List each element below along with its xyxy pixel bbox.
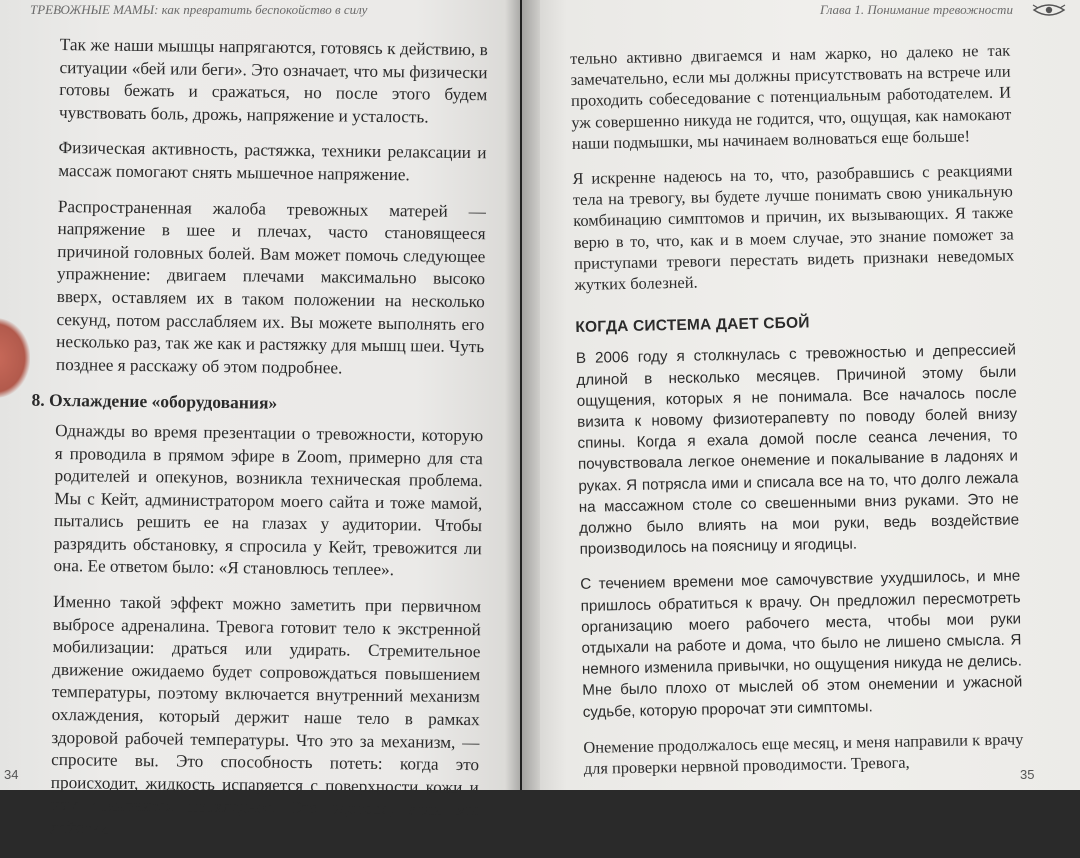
right-paragraph-3: В 2006 году я столкнулась с тревожностью и депрессией длиной в несколько месяцев. Причиной этому были ощущения, которых я не понимала. Все началось после визита к новому физиотерапевту по поводу болей внизу спины. Когда я ехала домой после сеанса лечения, то почувствовала легкое онемение и покалывание в ладонях и руках. Я потрясла ими и списала все на то, что долго лежала на массажном столе со свешенными вниз руками. Это не должно было влиять на мои руки, ведь воздействие производилось на поясницу и ягодицы. (575, 341, 1020, 559)
left-paragraph-5: Именно такой эффект можно заметить при первичном выбросе адреналина. Тревога готовит тело к экстренной мобилизации: драться или удирать. Стремительное движение ожидаемо будет сопровождаться повышением температуры, поэтому включается внутренний механизм охлаждения, который держит наше тело в рамках здоровой рабочей температуры. Что это за механизм, — спросите вы. Это способность потеть: когда это происходит, жидкость испаряется с поверхности кожи и нам становится прохладнее. Это здорово, если мы действи- (50, 592, 482, 838)
left-page-number: 34 (4, 767, 19, 782)
right-paragraph-4: С течением времени мое самочувствие ухудшилось, и мне пришлось обратиться к врачу. Он предложил пересмотреть организацию моего рабочего места, чтобы мои руки отдыхали на работе и дома, что было не лишено смысла. Я немного изменила привычки, но ощущения никуда не делись. Мне было плохо от мыслей об этом онемении и ужасной судьбе, которую пророчат эти симптомы. (580, 567, 1023, 721)
right-paragraph-2: Я искренне надеюсь на то, что, разобравшись с реакциями тела на тревогу, вы будете лучше понимать свою уникальную комбинацию симптомов и причин, их вызывающих. Я также верю в то, что, как и в моем случае, это знание поможет за приступами тревоги перестать видеть признаки неведомых жутких болезней. (572, 160, 1015, 294)
left-paragraph-2: Физическая активность, растяжка, техники релаксации и массаж помогают снять мышечное напряжение. (58, 138, 487, 185)
right-paragraph-1: тельно активно двигаемся и нам жарко, но далеко не так замечательно, если мы должны присутствовать на встрече или проходить собеседование с потенциальным работодателем. И уж совершенно никуда не годится, что, ощущая, как намокают наши подмышки, мы начинаем волноваться еще больше! (570, 40, 1012, 153)
left-paragraph-3: Распространенная жалоба тревожных матерей — напряжение в шее и плечах, часто становящееся причиной головных болей. Вам может помочь следующее упражнение: двигаем плечами максимально высоко вверх, оставляем их в таком положении на несколько секунд, потом расслабляем их. Вы можете выполнять его несколько раз, так же как и растяжку для мышц шеи. Чуть позднее я расскажу об этом подробнее. (55, 196, 486, 378)
right-page (522, 0, 1080, 790)
left-page (0, 0, 520, 838)
right-running-head: Глава 1. Понимание тревожности (820, 2, 1013, 17)
right-section-heading: КОГДА СИСТЕМА ДАЕТ СБОЙ (575, 314, 810, 337)
eye-icon (1032, 2, 1066, 18)
right-page-number: 35 (1020, 767, 1035, 782)
left-subheading: 8. Охлаждение «оборудования» (31, 389, 278, 413)
left-paragraph-1: Так же наши мышцы напрягаются, готовясь к действию, в ситуации «бей или беги». Это означает, что мы физически готовы бежать и сражаться, но после этого будем чувствовать боль, дрожь, напряжение и усталость. (58, 34, 488, 127)
right-paragraph-5: Онемение продолжалось еще месяц, и меня направили к врачу для проверки нервной проводимости. Тревога, (583, 729, 1024, 778)
left-paragraph-4: Однажды во время презентации о тревожности, которую я проводила в прямом эфире в Zoom, примерно для ста родителей и опекунов, возникла техническая проблема. Мы с Кейт, администратором моего сайта и тоже мамой, пытались решить ее на глазах у аудитории. Чтобы разрядить обстановку, я спросила у Кейт, тревожится ли она. Ее ответом было: «Я становлюсь теплее». (53, 420, 484, 580)
finger-shadow (0, 318, 30, 398)
left-running-head: ТРЕВОЖНЫЕ МАМЫ: как превратить беспокойство в силу (30, 2, 368, 17)
right-text-column (570, 40, 1024, 794)
left-text-column (31, 34, 488, 858)
